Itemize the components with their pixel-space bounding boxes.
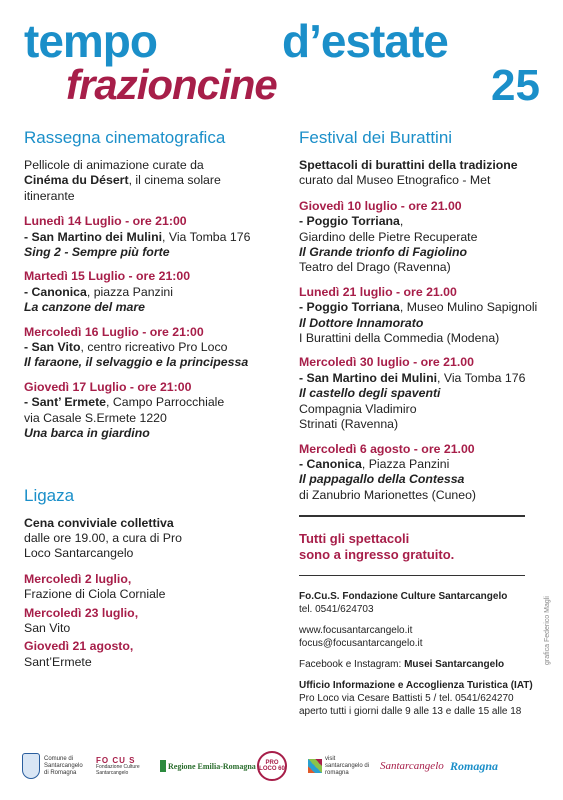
santarcangelo-logo [380,748,444,784]
event-place: - Poggio Torriana [299,300,400,315]
contacts [299,590,551,718]
contact-social [299,658,551,671]
title-tempo: tempo [24,15,157,67]
puppets-title: Festival dei Burattini [299,128,453,147]
comune-logo [22,748,88,784]
event-company: I Burattini della Commedia (Modena) [299,331,500,346]
proloco-badge-icon [257,751,287,781]
puppets-intro-bold: Spettacoli di burattini della tradizione [299,158,518,172]
event-date: Mercoledì 16 Luglio - ore 21:00 [24,324,204,339]
event-date: Martedì 15 Luglio - ore 21:00 [24,269,191,284]
cinema-title: Rassegna cinematografica [24,128,226,147]
free-entry-line-2: sono a ingresso gratuito. [299,546,455,562]
cinema-intro-text-2: , il cinema solare itinerante [24,173,221,203]
cinema-intro [24,158,224,204]
contact-social-name: Musei Santarcangelo [404,659,505,671]
event-show: Il castello degli spaventi [299,386,441,401]
cinema-event [24,214,286,260]
ligaza-date: Mercoledì 2 luglio, [24,571,132,586]
ligaza-title: Ligaza [24,485,75,505]
event-date: Mercoledì 30 luglio - ore 21.00 [299,355,474,370]
event-company: Compagnia Vladimiro Strinati (Ravenna) [299,401,417,432]
free-entry-line-1: Tutti gli spettacoli [299,530,410,546]
ligaza-date-item [24,606,286,637]
puppets-intro [299,158,551,189]
event-address: , [399,214,404,229]
regione-mark-icon [160,760,166,772]
title-frazioncine: frazioncine [66,61,277,108]
divider-bottom [299,575,525,577]
contact-web-link[interactable]: www.focusantarcangelo.it [299,625,413,637]
cinema-intro-bold: Cinéma du Désert [24,173,129,188]
ligaza-date: Giovedì 21 agosto, [24,639,134,654]
ligaza-intro [24,516,199,562]
event-place: - San Vito [24,340,81,355]
free-entry-notice [299,531,551,563]
ligaza-place: Frazione di Ciola Corniale [24,587,166,602]
regione-logo [160,748,256,784]
event-place: - San Martino dei Mulini [299,370,437,385]
comune-name: Comune di Santarcangelo di Romagna [44,755,83,776]
event-show: Il Dottore Innamorato [299,315,424,330]
romagna-logo [450,748,498,784]
proloco-logo [257,748,287,784]
event-address: , Museo Mulino Sapignoli [399,300,538,315]
poster-header [24,14,544,114]
event-date: Lunedì 14 Luglio - ore 21:00 [24,214,187,229]
contact-iat-hours: aperto tutti i giorni dalle 9 alle 13 e dalle 15 alle 18 [299,706,522,718]
event-date: Mercoledì 6 agosto - ore 21.00 [299,441,475,456]
ligaza-place: Sant’Ermete [24,654,92,669]
regione-name: Regione Emilia-Romagna [168,761,256,771]
event-address: , piazza Panzini [86,284,174,299]
event-film: Il faraone, il selvaggio e la principessa [24,355,249,370]
left-column [24,128,286,670]
event-address: , Piazza Panzini [361,456,450,471]
visit-mark-icon [308,759,322,773]
ligaza-place: San Vito [24,620,71,635]
contact-social-text: Facebook e Instagram: [299,659,405,671]
focus-logo [96,748,142,784]
title-year: 25 [491,61,540,110]
visit-logo [308,748,373,784]
focus-subtitle: Fondazione Culture Santarcangelo [96,763,140,776]
cinema-intro-text: Pellicole di animazione curate da [24,158,204,172]
event-film: La canzone del mare [24,300,145,315]
proloco-name: PRO LOCO 60 [259,760,285,772]
event-address: , Via Tomba 176 [162,229,251,244]
event-address: , centro ricreativo Pro Loco [80,340,228,355]
event-place: - Poggio Torriana [299,214,400,229]
graphic-credit: grafica Federico Magli [544,596,551,665]
ligaza-intro-bold: Cena conviviale collettiva [24,515,174,530]
event-company: Teatro del Drago (Ravenna) [299,260,451,275]
cinema-event [24,269,286,315]
event-date: Giovedì 17 Luglio - ore 21:00 [24,379,192,394]
event-place: - Sant’ Ermete [24,395,107,410]
contact-org-name: Fo.Cu.S. Fondazione Culture Santarcangelo [299,591,508,603]
event-show: Il Grande trionfo di Fagiolino [299,245,468,260]
ligaza-intro-text: dalle ore 19.00, a cura di Pro Loco Santarcangelo [24,530,182,561]
santarcangelo-script: Santarcangelo [380,759,444,772]
cinema-event [24,325,286,371]
romagna-script: Romagna [450,758,499,773]
contact-iat [299,679,551,692]
contact-org [299,590,551,603]
puppet-event [299,442,551,504]
event-company: di Zanubrio Marionettes (Cuneo) [299,487,477,502]
event-date: Lunedì 21 luglio - ore 21.00 [299,284,457,299]
event-address-extra: Giardino delle Pietre Recuperate [299,229,478,244]
puppets-intro-text: curato dal Museo Etnografico - Met [299,173,491,188]
crest-icon [22,753,40,779]
visit-name: visit santarcangelo di romagna [325,755,370,776]
event-film: Sing 2 - Sempre più forte [24,245,170,260]
cinema-event [24,380,286,442]
contact-email-link[interactable]: focus@focusantarcangelo.it [299,638,423,650]
ligaza-date-item [24,572,286,603]
contact-iat-address: Pro Loco via Cesare Battisti 5 / tel. 0541/624270 [299,693,514,705]
title-destate: d’estate [282,15,448,67]
ligaza-date-item [24,639,286,670]
divider-top [299,515,525,517]
event-place: - San Martino dei Mulini [24,229,162,244]
event-show: Il pappagallo della Contessa [299,472,465,487]
puppet-event [299,199,551,276]
event-place: - Canonica [299,456,362,471]
sponsor-logos [20,748,540,788]
puppet-event [299,285,551,347]
event-address-extra: via Casale S.Ermete 1220 [24,410,167,425]
event-film: Una barca in giardino [24,426,150,441]
event-address: , Campo Parrocchiale [106,395,225,410]
right-column [299,128,551,718]
ligaza-date: Mercoledì 23 luglio, [24,605,139,620]
event-place: - Canonica [24,284,87,299]
contact-iat-title: Ufficio Informazione e Accoglienza Turistica (IAT) [299,680,533,692]
puppet-event [299,355,551,432]
event-date: Giovedì 10 luglio - ore 21.00 [299,198,462,213]
contact-tel: tel. 0541/624703 [299,604,374,616]
focus-mark: FO CU S [96,755,136,765]
event-address: , Via Tomba 176 [437,370,526,385]
